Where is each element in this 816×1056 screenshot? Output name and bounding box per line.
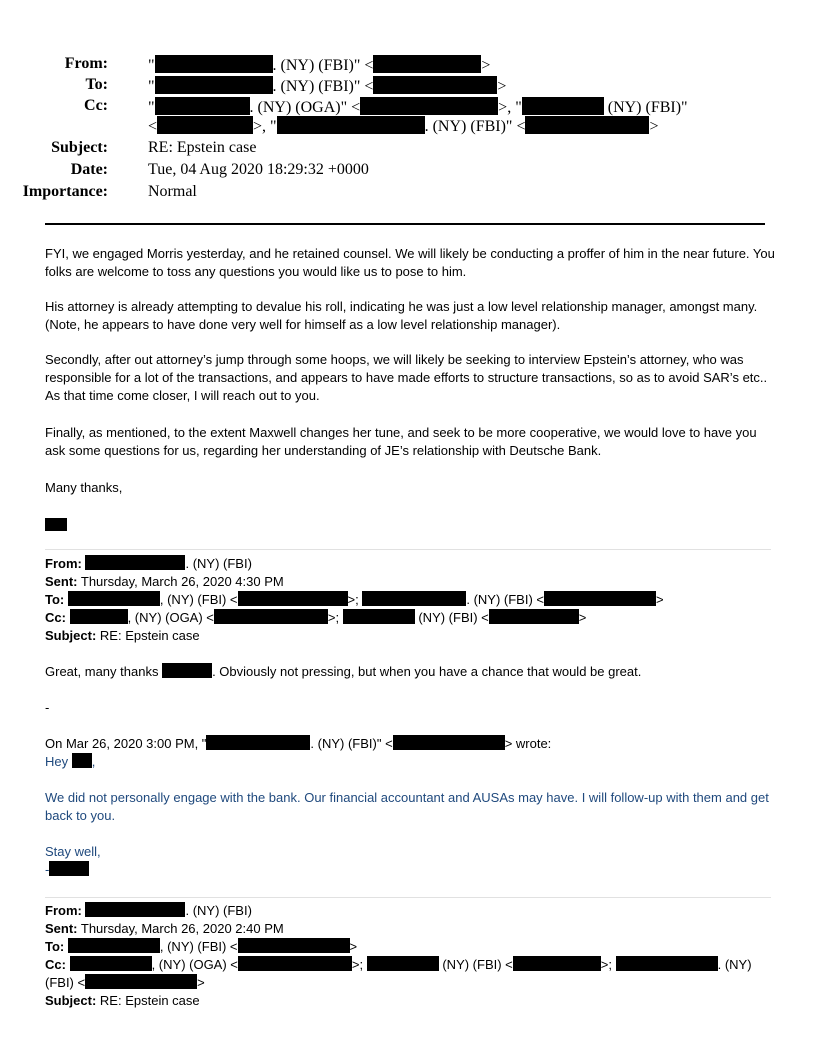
text: Hey: [45, 754, 69, 769]
from-label: From:: [45, 903, 82, 918]
text: , (NY) (FBI) <: [159, 939, 238, 954]
text: . (NY): [717, 957, 752, 972]
subject-label: Subject:: [45, 628, 97, 643]
text: ": [148, 57, 155, 74]
paragraph: FYI, we engaged Morris yesterday, and he retained counsel. We will likely be conducting a proffer of him in the near future. You folks are welcome to toss any questions you would like us to pose to him.: [45, 246, 775, 279]
quote-stay-well: Stay well,: [45, 844, 101, 859]
text: >: [578, 610, 587, 625]
redaction-block: [157, 116, 253, 134]
text: . (NY) (OGA)" <: [249, 99, 361, 116]
subject-value: RE: Epstein case: [148, 139, 257, 156]
msg2-cc-row: [45, 609, 775, 627]
redaction-block: [238, 956, 352, 971]
redaction-block: [45, 518, 67, 531]
text: . (NY) (FBI) <: [466, 592, 544, 607]
redaction-block: [238, 938, 350, 953]
text: ": [148, 99, 155, 116]
msg2-from-row: [45, 555, 775, 573]
from-label: From:: [45, 556, 82, 571]
redaction-block: [70, 956, 152, 971]
text: >;: [600, 957, 612, 972]
text: -: [45, 862, 50, 877]
redaction-block: [162, 663, 212, 678]
text: , (NY) (OGA) <: [151, 957, 238, 972]
text: >, ": [498, 99, 522, 116]
text: ": [148, 78, 155, 95]
text: >: [349, 939, 358, 954]
text: . Obviously not pressing, but when you have a chance that would be great.: [212, 664, 642, 679]
text: (NY) (FBI) <: [438, 957, 513, 972]
redaction-block: [68, 591, 160, 606]
redaction-block: [85, 555, 185, 570]
cc-label: Cc:: [45, 957, 66, 972]
subject-value: RE: Epstein case: [99, 628, 200, 643]
subject-value: RE: Epstein case: [99, 993, 200, 1008]
msg2-dash: -: [45, 700, 50, 715]
redaction-block: [489, 609, 579, 624]
from-value: [148, 55, 490, 75]
to-label: To:: [45, 592, 65, 607]
paragraph: His attorney is already attempting to devalue his roll, indicating he was just a low level relationship manager, amongst many. (Note, he appears to have done very well for himself as a low level relationship manager).: [45, 299, 758, 332]
text: Great, many thanks: [45, 664, 159, 679]
text: >;: [351, 957, 364, 972]
redaction-block: [85, 974, 197, 989]
quote-greeting: [45, 753, 775, 771]
text: On Mar 26, 2020 3:00 PM, ": [45, 736, 207, 751]
text: ,: [91, 754, 96, 769]
redaction-block: [155, 55, 273, 73]
importance-label: Importance:: [22, 183, 108, 200]
text: (NY) (FBI)": [603, 99, 688, 116]
text: >: [656, 592, 664, 607]
text: >: [197, 975, 205, 990]
to-value: [148, 76, 506, 96]
quote-body: We did not personally engage with the bank. Our financial accountant and AUSAs may have. I will follow-up with them and get back to you.: [45, 790, 769, 823]
message-divider: [45, 897, 771, 898]
redaction-block: [85, 902, 185, 917]
signoff: Many thanks,: [45, 480, 123, 495]
redaction-block: [214, 609, 328, 624]
paragraph: Secondly, after out attorney’s jump through some hoops, we will likely be seeking to interview Epstein’s attorney, who was responsible for a lot of the transactions, and appears to have made efforts to structure transactions, so as to avoid SAR’s etc.. As that time come closer, I will reach out to you.: [45, 352, 768, 403]
msg3-to-row: [45, 938, 775, 956]
msg3-from-row: [45, 902, 775, 920]
text: . (NY) (FBI)" <: [272, 78, 374, 95]
paragraph: Finally, as mentioned, to the extent Maxwell changes her tune, and seek to be more cooperative, we would love to have you ask some questions for us, regarding her understanding of JE’s relationship with Deutsche Bank.: [45, 425, 757, 458]
text: (FBI) <: [45, 975, 86, 990]
redaction-block: [393, 735, 505, 750]
cc-label: Cc:: [84, 97, 108, 114]
redaction-block: [367, 956, 439, 971]
text: , (NY) (FBI) <: [159, 592, 238, 607]
text: >, ": [253, 118, 277, 135]
msg3-cc-row: [45, 956, 775, 974]
redaction-block: [343, 609, 415, 624]
msg3-subject-row: [45, 992, 775, 1010]
message-divider: [45, 549, 771, 550]
text: >: [481, 57, 491, 74]
redaction-block: [513, 956, 601, 971]
subject-label: Subject:: [51, 139, 108, 156]
text: , (NY) (OGA) <: [127, 610, 214, 625]
msg2-subject-row: [45, 627, 775, 645]
sent-value: Thursday, March 26, 2020 2:40 PM: [80, 921, 284, 936]
redaction-block: [70, 609, 128, 624]
text: >: [649, 118, 659, 135]
redaction-block: [373, 76, 497, 94]
text: >;: [327, 610, 340, 625]
redaction-block: [155, 76, 273, 94]
redaction-block: [155, 97, 250, 115]
redaction-block: [616, 956, 718, 971]
cc-label: Cc:: [45, 610, 66, 625]
text: > wrote:: [504, 736, 552, 751]
from-value: . (NY) (FBI): [185, 903, 252, 918]
quote-attribution: [45, 735, 775, 753]
date-label: Date:: [70, 161, 108, 178]
msg2-body-line: [45, 663, 775, 681]
redaction-block: [72, 753, 92, 768]
to-label: To:: [45, 939, 65, 954]
text: . (NY) (FBI)" <: [424, 118, 526, 135]
from-label: From:: [64, 55, 108, 72]
text: >;: [347, 592, 359, 607]
sent-value: Thursday, March 26, 2020 4:30 PM: [80, 574, 284, 589]
text: (NY) (FBI) <: [414, 610, 489, 625]
header-divider: [45, 223, 765, 225]
signature: [45, 516, 775, 534]
subject-label: Subject:: [45, 993, 97, 1008]
redaction-block: [206, 735, 310, 750]
date-value: Tue, 04 Aug 2020 18:29:32 +0000: [148, 161, 369, 178]
cc-value: [148, 97, 688, 117]
from-value: . (NY) (FBI): [185, 556, 252, 571]
importance-value: Normal: [148, 183, 197, 200]
text: . (NY) (FBI)" <: [272, 57, 374, 74]
redaction-block: [544, 591, 656, 606]
sent-label: Sent:: [45, 921, 78, 936]
sent-label: Sent:: [45, 574, 78, 589]
to-label: To:: [85, 76, 108, 93]
redaction-block: [68, 938, 160, 953]
cc-value-cont: [148, 116, 659, 136]
redaction-block: [49, 861, 89, 876]
redaction-block: [277, 116, 425, 134]
text: >: [497, 78, 507, 95]
quote-signature: [45, 861, 775, 879]
text: <: [148, 118, 158, 135]
msg2-sent-row: [45, 573, 775, 591]
redaction-block: [362, 591, 466, 606]
redaction-block: [522, 97, 604, 115]
msg3-sent-row: [45, 920, 775, 938]
redaction-block: [238, 591, 348, 606]
redaction-block: [360, 97, 498, 115]
redaction-block: [525, 116, 649, 134]
redaction-block: [373, 55, 481, 73]
text: . (NY) (FBI)" <: [310, 736, 393, 751]
msg2-to-row: [45, 591, 775, 609]
msg3-cc-row-2: [45, 974, 775, 992]
